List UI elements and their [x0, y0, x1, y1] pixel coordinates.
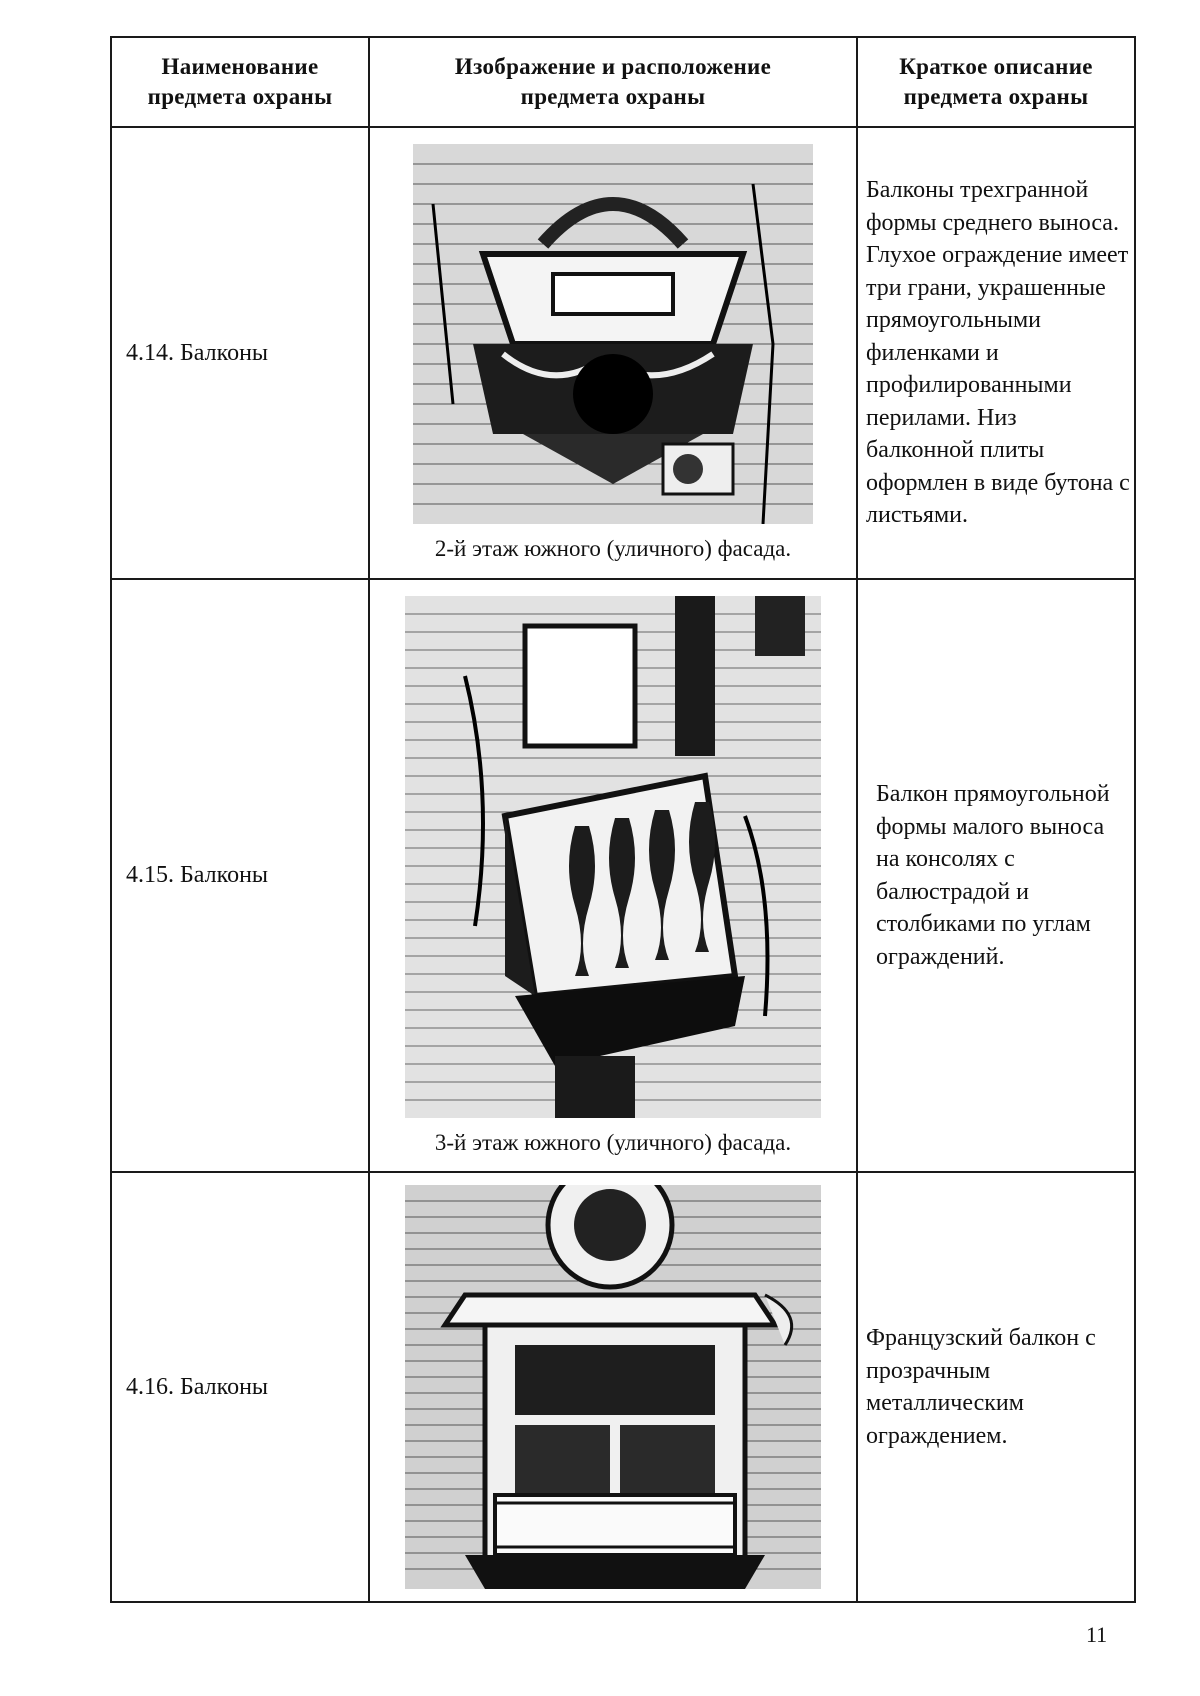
- item-image-cell: [369, 1172, 857, 1602]
- header-name: Наименование предмета охраны: [111, 37, 369, 127]
- header-image: Изображение и расположение предмета охраны: [369, 37, 857, 127]
- image-caption: 3-й этаж южного (уличного) фасада.: [434, 1129, 792, 1155]
- item-description: Балкон прямоугольной формы малого выноса на консолях с балюстрадой и столбиками по углам ограждений.: [857, 579, 1135, 1172]
- item-description: Французский балкон с прозрачным металлическим ограждением.: [857, 1172, 1135, 1602]
- balcony-photo-icon: [413, 144, 813, 524]
- french-balcony-photo-icon: [405, 1185, 821, 1589]
- protection-items-table: [110, 36, 1136, 1603]
- table-row: [111, 579, 1135, 1172]
- table-row: [111, 127, 1135, 579]
- image-caption: 2-й этаж южного (уличного) фасада.: [434, 536, 792, 561]
- table-header-row: [111, 37, 1135, 127]
- page-number: 11: [1086, 1622, 1108, 1647]
- balustrade-balcony-photo-icon: [405, 596, 821, 1118]
- item-name: 4.16. Балконы: [111, 1172, 369, 1602]
- item-image-cell: [369, 127, 857, 579]
- table-row: [111, 1172, 1135, 1602]
- item-name: 4.14. Балконы: [111, 127, 369, 579]
- item-image-cell: [369, 579, 857, 1172]
- item-name: 4.15. Балконы: [111, 579, 369, 1172]
- header-description: Краткое описание предмета охраны: [857, 37, 1135, 127]
- item-description: Балконы трехгранной формы среднего выноса. Глухое ограждение имеет три грани, украшенные прямоугольными филенками и профилированными перилами. Низ балконной плиты оформлен в виде бутона с листьями.: [857, 127, 1135, 579]
